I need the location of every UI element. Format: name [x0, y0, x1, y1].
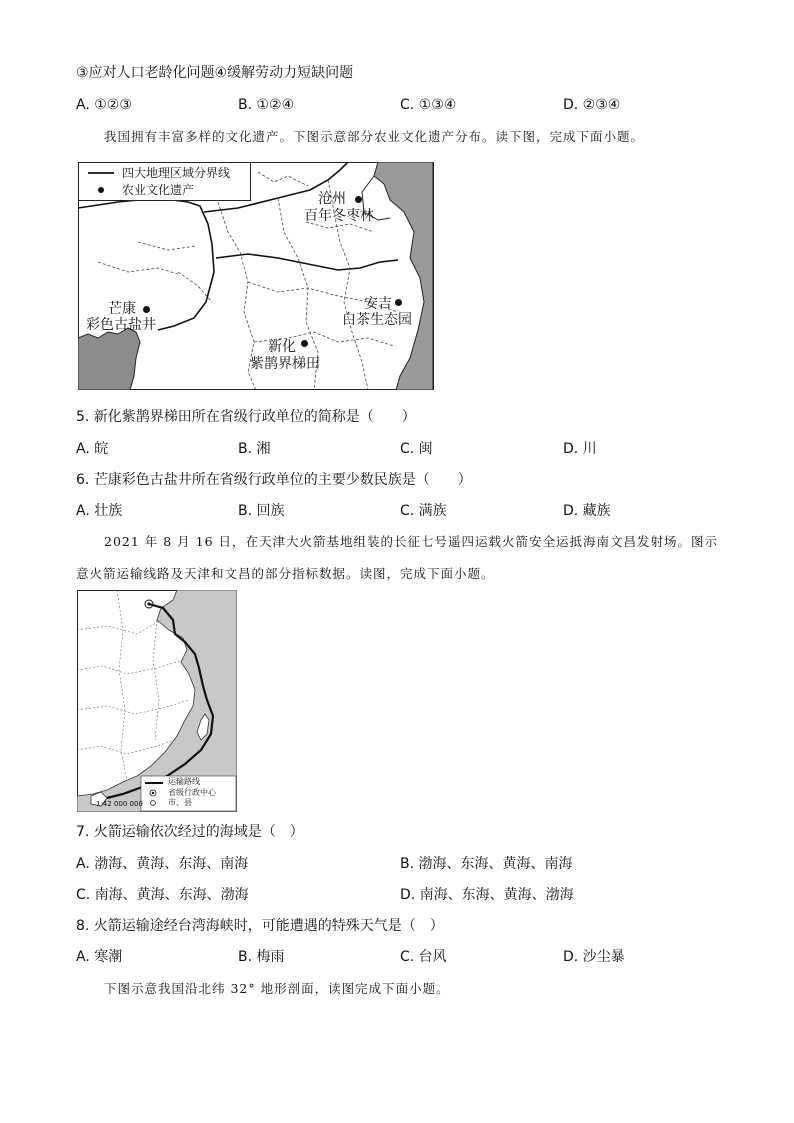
q4-option-c: C. ①③④	[400, 97, 457, 113]
site-anji: 白茶生态园	[342, 312, 412, 328]
place-mangkang: 芒康	[108, 301, 136, 317]
q7-stem: 7. 火箭运输依次经过的海域是（ ）	[76, 824, 304, 840]
legend-city-label: 市、县	[168, 798, 192, 807]
legend-route-label: 运输路线	[168, 777, 200, 786]
legend-capital-label: 省级行政中心	[168, 788, 216, 797]
q5-option-b: B. 湘	[238, 441, 271, 457]
q4-option-b: B. ①②④	[238, 97, 295, 113]
heritage-dot-anji	[395, 299, 402, 306]
place-anji: 安吉	[364, 296, 392, 312]
q4-option-d: D. ②③④	[563, 97, 621, 113]
heritage-dot-xinhua	[301, 340, 308, 347]
q6-option-a: A. 壮族	[76, 503, 123, 519]
rocket-route-map	[77, 590, 237, 812]
q5-stem: 5. 新化紫鹊界梯田所在省级行政单位的简称是（ ）	[76, 409, 416, 425]
q4-option-a: A. ①②③	[76, 97, 132, 113]
q8-option-a: A. 寒潮	[76, 949, 123, 965]
site-mangkang: 彩色古盐井	[86, 317, 156, 333]
q5-option-c: C. 闽	[400, 441, 433, 457]
intro-rocket-l1: 2021 年 8 月 16 日，在天津大火箭基地组装的长征七号遥四运载火箭安全运抵海南文昌发射场。图示	[104, 534, 719, 549]
intro-profile: 下图示意我国沿北纬 32° 地形剖面，读图完成下面小题。	[104, 981, 450, 996]
legend-heritage-label: 农业文化遗产	[122, 183, 195, 197]
q5-option-d: D. 川	[563, 441, 597, 457]
q6-option-c: C. 满族	[400, 503, 447, 519]
map-scale: 1:42 000 000	[96, 800, 143, 808]
q4-stem-tail: ③应对人口老龄化问题④缓解劳动力短缺问题	[76, 65, 354, 81]
site-cangzhou: 百年冬枣林	[304, 208, 374, 224]
place-xinhua: 新化	[268, 339, 296, 355]
q6-option-d: D. 藏族	[563, 503, 611, 519]
q6-stem: 6. 芒康彩色古盐井所在省级行政单位的主要少数民族是（ ）	[76, 472, 472, 488]
west-border-area	[78, 328, 140, 390]
q8-stem: 8. 火箭运输途经台湾海峡时，可能遭遇的特殊天气是（ ）	[76, 918, 444, 934]
q7-option-c: C. 南海、黄海、东海、渤海	[76, 887, 249, 903]
heritage-dot-cangzhou	[355, 196, 362, 203]
site-xinhua: 紫鹊界梯田	[250, 356, 320, 372]
q8-option-d: D. 沙尘暴	[563, 949, 625, 965]
heritage-dot-mangkang	[143, 306, 150, 313]
q7-option-a: A. 渤海、黄海、东海、南海	[76, 856, 249, 872]
q7-option-d: D. 南海、东海、黄海、渤海	[400, 887, 574, 903]
legend-boundary-label: 四大地理区域分界线	[122, 166, 231, 180]
q6-option-b: B. 回族	[238, 503, 285, 519]
intro-rocket-l2: 意火箭运输线路及天津和文昌的部分指标数据。读图，完成下面小题。	[76, 566, 495, 581]
q8-option-c: C. 台风	[400, 949, 447, 965]
q7-option-b: B. 渤海、东海、黄海、南海	[400, 856, 573, 872]
place-cangzhou: 沧州	[318, 191, 346, 207]
q5-option-a: A. 皖	[76, 441, 109, 457]
intro-agri-heritage: 我国拥有丰富多样的文化遗产。下图示意部分农业文化遗产分布。读下图，完成下面小题。	[104, 129, 645, 144]
q8-option-b: B. 梅雨	[238, 949, 285, 965]
